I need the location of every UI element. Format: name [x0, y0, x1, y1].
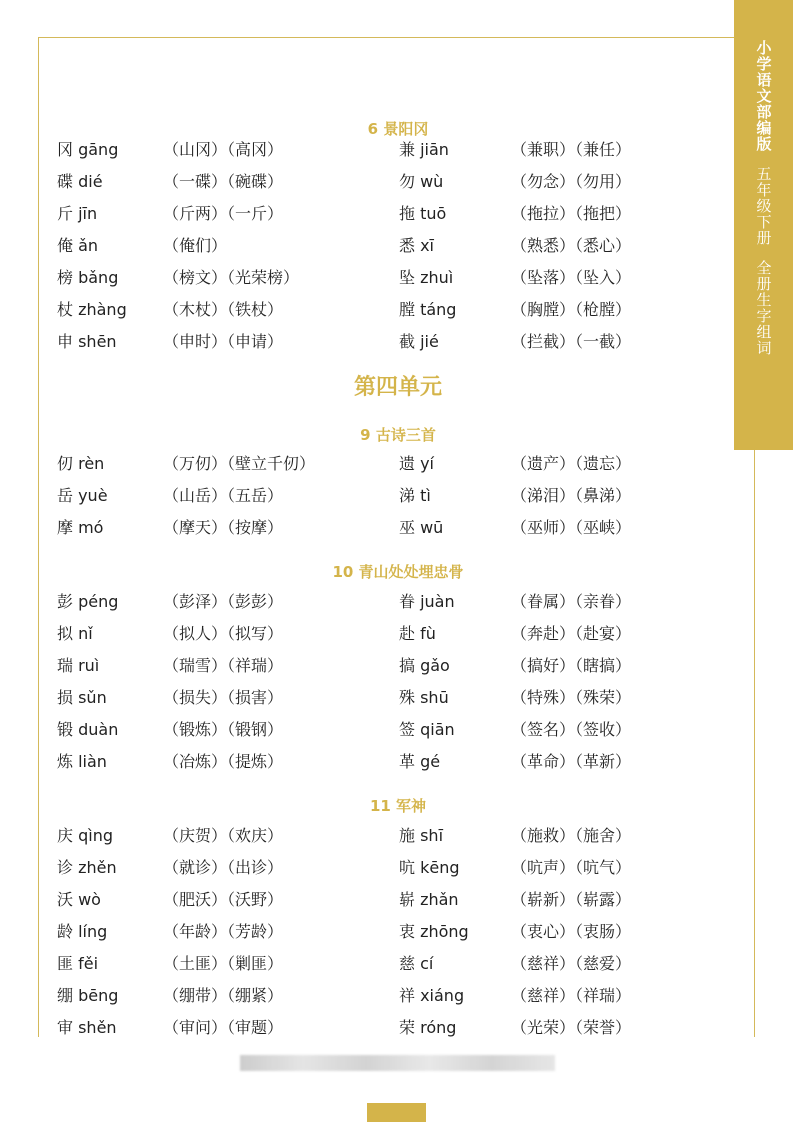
character-pinyin: 赴 fù [399, 624, 436, 643]
word-examples: （锻炼）（锻钢） [163, 720, 284, 739]
word-examples: （搞好）（瞎搞） [511, 656, 632, 675]
character-pinyin: 庆 qìng [57, 826, 113, 845]
character-pinyin: 瑞 ruì [57, 656, 100, 675]
page-number-tab [367, 1103, 426, 1122]
character-pinyin: 膛 táng [399, 300, 457, 319]
character-pinyin: 彭 péng [57, 592, 119, 611]
word-examples: （就诊）（出诊） [163, 858, 284, 877]
word-examples: （遗产）（遗忘） [511, 454, 632, 473]
character-pinyin: 遗 yí [399, 454, 435, 473]
lesson-title: 6 景阳冈 [367, 120, 429, 138]
blurred-watermark [240, 1055, 555, 1071]
word-examples: （拟人）（拟写） [163, 624, 284, 643]
word-examples: （坠落）（坠入） [511, 268, 632, 287]
word-examples: （年龄）（芳龄） [163, 922, 284, 941]
character-pinyin: 签 qiān [399, 720, 455, 739]
word-examples: （特殊）（殊荣） [511, 688, 632, 707]
character-pinyin: 损 sǔn [57, 688, 107, 707]
character-pinyin: 兼 jiān [399, 140, 449, 159]
word-examples: （损失）（损害） [163, 688, 284, 707]
word-examples: （肥沃）（沃野） [163, 890, 284, 909]
unit-title: 第四单元 [353, 375, 442, 400]
character-pinyin: 沃 wò [57, 890, 101, 909]
word-examples: （俺们） [163, 236, 228, 255]
side-tab-grade: 五年级下册 [754, 166, 773, 246]
character-pinyin: 悉 xī [399, 236, 435, 255]
word-examples: （瑞雪）（祥瑞） [163, 656, 284, 675]
word-examples: （兼职）（兼任） [511, 140, 632, 159]
word-examples: （审问）（审题） [163, 1018, 284, 1037]
side-tab-subtitle: 全册生字组词 [754, 260, 773, 356]
character-pinyin: 施 shī [399, 826, 444, 845]
word-examples: （拖拉）（拖把） [511, 204, 632, 223]
character-pinyin: 炼 liàn [57, 752, 107, 771]
vocabulary-list [38, 37, 718, 1037]
word-examples: （摩天）（按摩） [163, 518, 284, 537]
character-pinyin: 锻 duàn [57, 720, 119, 739]
word-examples: （绷带）（绷紧） [163, 986, 284, 1005]
character-pinyin: 拟 nǐ [57, 624, 93, 643]
word-examples: （土匪）（剿匪） [163, 954, 284, 973]
character-pinyin: 祥 xiáng [399, 986, 465, 1005]
word-examples: （斤两）（一斤） [163, 204, 284, 223]
word-examples: （山岳）（五岳） [163, 486, 284, 505]
character-pinyin: 岳 yuè [57, 486, 108, 505]
character-pinyin: 榜 bǎng [57, 268, 119, 287]
word-examples: （衷心）（衷肠） [511, 922, 632, 941]
character-pinyin: 坠 zhuì [399, 268, 454, 287]
word-examples: （冶炼）（提炼） [163, 752, 284, 771]
word-examples: （光荣）（荣誉） [511, 1018, 632, 1037]
word-examples: （拦截）（一截） [511, 332, 632, 351]
character-pinyin: 仞 rèn [57, 454, 105, 473]
word-examples: （涕泪）（鼻涕） [511, 486, 632, 505]
character-pinyin: 冈 gāng [57, 140, 119, 159]
lesson-title: 10 青山处处埋忠骨 [332, 563, 464, 581]
character-pinyin: 审 shěn [57, 1018, 117, 1037]
character-pinyin: 涕 tì [399, 486, 431, 505]
character-pinyin: 巫 wū [399, 518, 444, 537]
word-examples: （彭泽）（彭彭） [163, 592, 284, 611]
word-examples: （申时）（申请） [163, 332, 284, 351]
word-examples: （施救）（施舍） [511, 826, 632, 845]
word-examples: （奔赴）（赴宴） [511, 624, 632, 643]
word-examples: （慈祥）（慈爱） [511, 954, 632, 973]
character-pinyin: 摩 mó [57, 518, 104, 537]
character-pinyin: 俺 ǎn [57, 236, 99, 255]
lesson-title: 11 军神 [369, 797, 427, 815]
character-pinyin: 荣 róng [399, 1018, 457, 1037]
character-pinyin: 匪 fěi [57, 954, 99, 973]
lesson-title: 9 古诗三首 [360, 426, 436, 444]
character-pinyin: 勿 wù [399, 172, 444, 191]
character-pinyin: 截 jié [399, 332, 439, 351]
word-examples: （万仞）（壁立千仞） [163, 454, 316, 473]
word-examples: （革命）（革新） [511, 752, 632, 771]
character-pinyin: 眷 juàn [399, 592, 455, 611]
word-examples: （崭新）（崭露） [511, 890, 632, 909]
character-pinyin: 革 gé [399, 752, 441, 771]
word-examples: （巫师）（巫峡） [511, 518, 632, 537]
word-examples: （木杖）（铁杖） [163, 300, 284, 319]
character-pinyin: 申 shēn [57, 332, 117, 351]
word-examples: （吭声）（吭气） [511, 858, 632, 877]
word-examples: （庆贺）（欢庆） [163, 826, 284, 845]
side-tab-title: 小学语文部编版 [754, 40, 773, 152]
word-examples: （熟悉）（悉心） [511, 236, 632, 255]
character-pinyin: 绷 bēng [57, 986, 119, 1005]
character-pinyin: 碟 dié [57, 172, 103, 191]
word-examples: （一碟）（碗碟） [163, 172, 284, 191]
word-examples: （勿念）（勿用） [511, 172, 632, 191]
word-examples: （眷属）（亲眷） [511, 592, 632, 611]
word-examples: （山冈）（高冈） [163, 140, 284, 159]
character-pinyin: 拖 tuō [399, 204, 447, 223]
word-examples: （签名）（签收） [511, 720, 632, 739]
character-pinyin: 吭 kēng [399, 858, 460, 877]
character-pinyin: 龄 líng [57, 922, 108, 941]
word-examples: （胸膛）（枪膛） [511, 300, 632, 319]
character-pinyin: 慈 cí [399, 954, 434, 973]
character-pinyin: 衷 zhōng [399, 922, 469, 941]
character-pinyin: 殊 shū [399, 688, 449, 707]
character-pinyin: 斤 jīn [57, 204, 98, 223]
character-pinyin: 搞 gǎo [399, 656, 450, 675]
word-examples: （慈祥）（祥瑞） [511, 986, 632, 1005]
word-examples: （榜文）（光荣榜） [163, 268, 300, 287]
character-pinyin: 杖 zhàng [57, 300, 127, 319]
character-pinyin: 诊 zhěn [57, 858, 117, 877]
character-pinyin: 崭 zhǎn [399, 890, 459, 909]
